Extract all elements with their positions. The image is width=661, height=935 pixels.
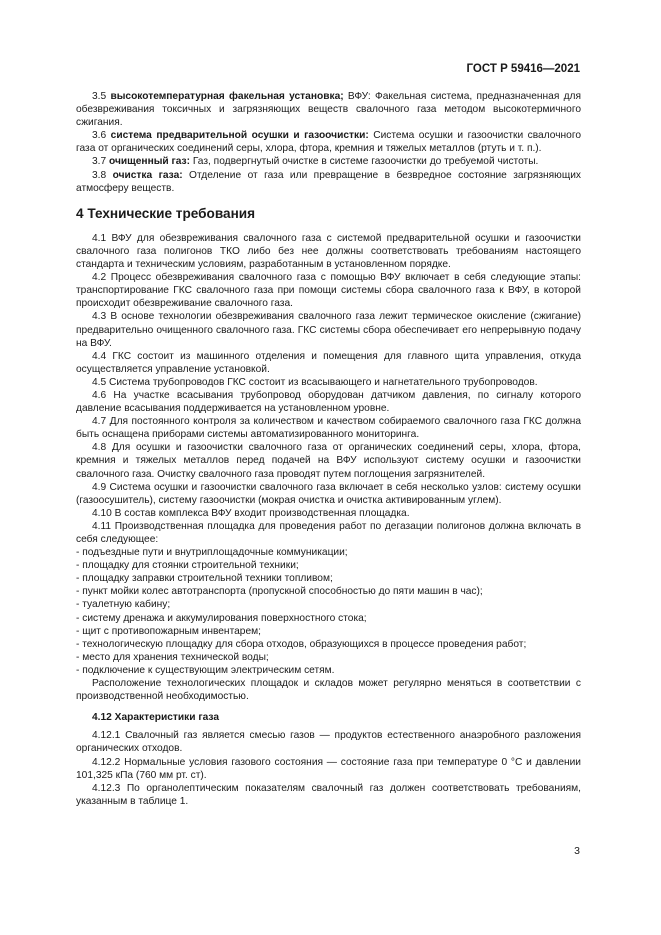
list-item: - площадку для стоянки строительной техники; [76, 560, 299, 572]
definition-3-6 [76, 129, 581, 155]
definition-number: 3.5 [92, 91, 107, 102]
paragraph-4-10: 4.10 В состав комплекса ВФУ входит производственная площадка. [92, 507, 410, 519]
paragraph-after-list: Расположение технологических площадок и складов может регулярно меняться в соответствии с производственной необходимостью. [76, 678, 581, 703]
paragraph-4-3: 4.3 В основе технологии обезвреживания свалочного газа лежит термическое окисление (сжигание) предварительно очищенного свалочного газа. ГКС системы сбора обеспечивает его непрерывную подачу на ВФУ. [76, 311, 581, 349]
list-item: - подключение к существующим электрическим сетям. [76, 664, 335, 676]
definition-term: высокотемпературная факельная установка; [110, 91, 344, 102]
page-number: 3 [574, 845, 580, 857]
standard-header: ГОСТ Р 59416—2021 [466, 63, 580, 75]
list-item: - площадку заправки строительной техники топливом; [76, 573, 333, 585]
paragraph-4-5: 4.5 Система трубопроводов ГКС состоит из всасывающего и нагнетательного трубопроводов. [92, 376, 538, 388]
definition-text: ВФУ: Факельная система, предназначенная для обезвреживания токсичных и загрязняющих веществ свалочного газа методом высокотермичного сжигания. [76, 91, 581, 129]
paragraph-4-11: 4.11 Производственная площадка для проведения работ по дегазации полигонов должна включать в себя следующее: [76, 520, 581, 545]
list-item: - систему дренажа и аккумулирования поверхностного стока; [76, 612, 367, 624]
definition-number: 3.6 [92, 130, 107, 142]
definition-text: Отделение от газа или превращение в безвредное состояние загрязняющих атмосферу веществ. [76, 169, 581, 194]
subsection-title: 4.12 Характеристики газа [92, 712, 219, 724]
definition-3-8 [76, 169, 581, 195]
paragraph-4-1: 4.1 ВФУ для обезвреживания свалочного газа с системой предварительной осушки и газоочистки свалочного газа полигонов ТКО либо без нее должны соответствовать требованиям настоящего стандарта и техническим условиям, разработанным в установленном порядке. [76, 232, 581, 271]
definition-3-5 [76, 90, 581, 129]
paragraph-4-9: 4.9 Система осушки и газоочистки свалочного газа включает в себя несколько узлов: систему осушки (газоосушитель), систему газоочистки (мокрая очистка и очистка активированным углем). [76, 481, 581, 506]
list-item: - подъездные пути и внутриплощадочные коммуникации; [76, 547, 348, 559]
definition-text: Система осушки и газоочистки свалочного газа от органических соединений серы, хлора, фтора, кремния и тяжелых металлов (ртуть и т. п.). [76, 130, 581, 155]
section-title: 4 Технические требования [76, 205, 256, 221]
paragraph-4-12-3: 4.12.3 По органолептическим показателям свалочный газ должен соответствовать требованиям, указанным в таблице 1. [76, 782, 581, 807]
definition-term: очистка газа: [112, 169, 183, 181]
page-content [76, 90, 581, 808]
definition-3-7 [76, 155, 581, 168]
definition-term: очищенный газ: [109, 156, 191, 168]
definition-text: Газ, подвергнутый очистке в системе газоочистки до требуемой чистоты. [190, 156, 539, 168]
definition-number: 3.8 [92, 169, 107, 181]
list-item: - щит с противопожарным инвентарем; [76, 625, 261, 637]
list-item: - место для хранения технической воды; [76, 651, 269, 663]
facility-list [76, 546, 581, 677]
paragraph-4-8: 4.8 Для осушки и газоочистки свалочного газа от органических соединений серы, хлора, фтора, кремния и тяжелых металлов перед подачей на ВФУ используют систему осушки и газоочистки свалочного газа. Очистку свалочного газа проводят путем поглощения загрязнителей. [76, 442, 581, 480]
paragraph-4-12-1: 4.12.1 Свалочный газ является смесью газов — продуктов естественного анаэробного разложения органических отходов. [76, 730, 581, 755]
definition-term: система предварительной осушки и газоочистки: [110, 130, 369, 142]
list-item: - технологическую площадку для сбора отходов, образующихся в процессе проведения работ; [76, 638, 527, 650]
paragraph-4-7: 4.7 Для постоянного контроля за количеством и качеством собираемого свалочного газа ГКС должна быть оснащена приборами системы автоматизированного мониторинга. [76, 416, 581, 441]
paragraph-4-12-2: 4.12.2 Нормальные условия газового состояния — состояние газа при температуре 0 °С и давлении 101,325 кПа (760 мм рт. ст). [76, 756, 581, 781]
list-item: - пункт мойки колес автотранспорта (пропускной способностью до пяти машин в час); [76, 586, 483, 598]
paragraph-4-2: 4.2 Процесс обезвреживания свалочного газа с помощью ВФУ включает в себя следующие этапы: транспортирование ГКС свалочного газа при помощи системы сбора свалочного газа к ВФУ, в которой происходит обезвреживание свалочного газа. [76, 272, 581, 310]
paragraph-4-4: 4.4 ГКС состоит из машинного отделения и помещения для главного щита управления, откуда осуществляется управление установкой. [76, 350, 581, 375]
paragraph-4-6: 4.6 На участке всасывания трубопровод оборудован датчиком давления, по сигналу которого давление всасывания поддерживается на установленном уровне. [76, 389, 581, 415]
list-item: - туалетную кабину; [76, 599, 171, 611]
definition-number: 3.7 [92, 156, 107, 168]
